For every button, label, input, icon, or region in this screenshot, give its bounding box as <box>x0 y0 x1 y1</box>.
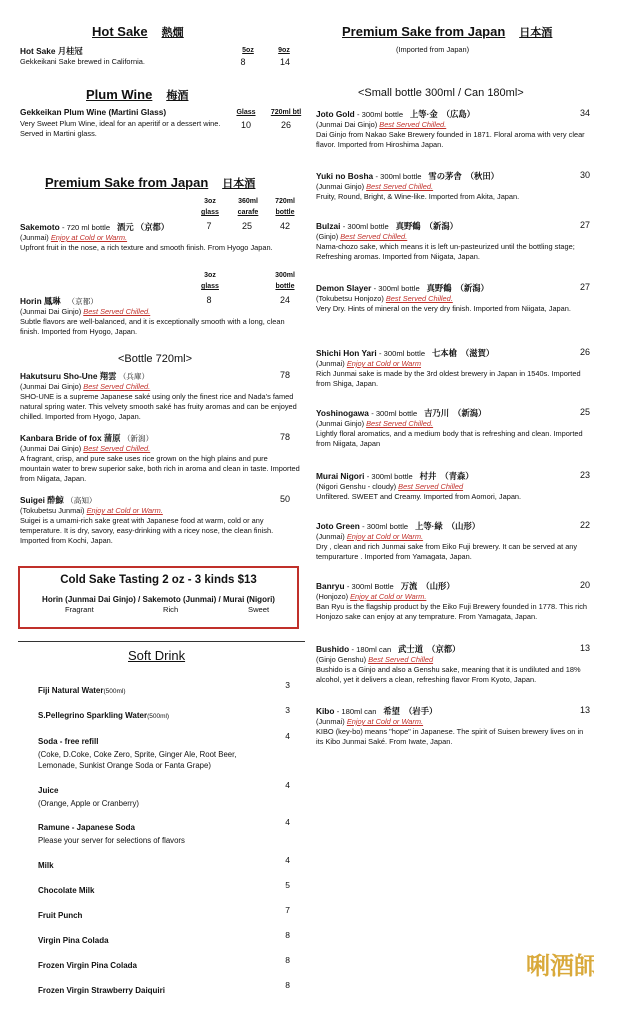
soft-drink-item: Juice 4 (Orange, Apple or Cranberry) <box>38 780 290 808</box>
hot-sake-item: Hot Sake 月桂冠 Gekkeikani Sake brewed in California. 5oz 9oz 8 14 <box>20 46 290 67</box>
cold-sake-tasting-box <box>18 566 299 629</box>
plum-wine-item: Gekkeikan Plum Wine (Martini Glass) Very Sweet Plum Wine, ideal for an aperitif or a dessert wine. Served in Martini glass. Glass 720ml btl 10 26 <box>20 107 302 138</box>
menu-item-sake: Banryu - 300ml Bottle 万流 （山形） (Honjozo) Enjoy at Cold or Warm. Ban Ryu is the flagship product by the Eiko Fuji Brewery founded in 1778. This rich Honjozo sake can enjoy at any temprature. From Yamagata, Japan. 20 <box>316 580 590 621</box>
menu-item-sake: Shichi Hon Yari - 300ml bottle 七本槍 （滋賀） (Junmai) Enjoy at Cold or Warm Rich Junmai sake is made by the 3rd oldest brewery in Japan in 1540s. Imported from Shiga, Japan. 26 <box>316 347 590 388</box>
col-header: 360ml carafe <box>237 198 259 216</box>
soft-drink-item: Fiji Natural Water(500ml) 3 <box>38 680 290 695</box>
menu-item-sake: Joto Green - 300ml bottle 上等·緑 （山形） (Junmai) Enjoy at Cold or Warm. Dry , clean and rich Junmai sake from Eiko Fuji brewery. It can be served at any tempurarture . Imported from Yamagata, Japan. 22 <box>316 520 590 561</box>
menu-item-sake: Bulzai - 300ml bottle 真野鶴 （新潟） (Ginjo) Best Served Chilled. Nama-chozo sake, which means it is left un-pasteurized until the bottling stage; Refreshing aromas. Imported from Niigata, Japan. 27 <box>316 220 590 261</box>
soft-drink-item: Frozen Virgin Pina Colada 8 <box>38 955 290 970</box>
menu-item-sake: Demon Slayer - 300ml bottle 真野鶴 （新潟） (Tokubetsu Honjozo) Best Served Chilled. Very Dry. Hints of mineral on the very dry finish. Imported from Niigata, Japan. 27 <box>316 282 590 313</box>
menu-item-sake: Joto Gold - 300ml bottle 上等·金 （広島） (Junmai Dai Ginjo) Best Served Chilled. Dai Ginjo from Nakao Sake Brewery founded in 1871. Floral aroma with very clear flavor. Imported from Hiroshima Japan. 34 <box>316 108 590 149</box>
soft-drink-item: Milk 4 <box>38 855 290 870</box>
menu-item-sake: Kibo - 180ml can 希望 （岩手） (Junmai) Enjoy at Cold or Warm. KIBO (key-bo) means "hope" in Japanese. The spirit of Suisen brewery lives on in its Kibo Junmai Saké. From Iwate, Japan. 13 <box>316 705 590 746</box>
premium-sake-heading-right: Premium Sake from Japan 日本酒 <box>342 24 553 39</box>
soft-drink-item: Ramune - Japanese Soda 4 Please your server for selections of flavors <box>38 817 290 845</box>
col-header: 3oz glass <box>201 272 219 290</box>
tasting-kinds: Horin (Junmai Dai Ginjo) / Sakemoto (Junmai) / Murai (Nigori) <box>42 595 275 604</box>
small-bottle-heading: <Small bottle 300ml / Can 180ml> <box>358 87 524 99</box>
hot-sake-heading: Hot Sake 熱燗 <box>92 24 184 39</box>
logo <box>524 946 594 989</box>
menu-item-suigei: Suigei 酔鯨 （高知） (Tokubetsu Junmai) Enjoy at Cold or Warm. Suigei is a umami-rich sake great with Japanese food at warm, cold or any temperature. It is dry, savory, easy-drinking with a ricey nose, the clean finish. Imported from Kochi, Japan. 50 <box>20 494 290 545</box>
menu-item-sake: Yuki no Bosha - 300ml bottle 雪の茅舎 （秋田） (Junmai Ginjo) Best Served Chilled. Fruity, Round, Bright, & Wine-like. Imported from Akita, Japan. 30 <box>316 170 590 201</box>
menu-item-sakemoto: Sakemoto - 720 ml bottle 酒元 （京都） (Junmai) Enjoy at Cold or Warm. Upfront fruit in the nose, a rich texture and smooth finish. From Hyogo Japan. 7 25 42 <box>20 221 290 252</box>
tasting-note: Fragrant <box>65 605 94 614</box>
imported-note: (Imported from Japan) <box>396 45 470 54</box>
col-header: 3oz glass <box>201 198 219 216</box>
tasting-note: Rich <box>163 605 179 614</box>
soft-drink-heading: Soft Drink <box>128 648 186 663</box>
soft-drink-item: Frozen Virgin Strawberry Daiquiri 8 <box>38 980 290 995</box>
menu-item-horin: Horin 鳳琳 （京都） (Junmai Dai Ginjo) Best Served Chilled. Subtle flavors are well-balanced, and it is exceptionally smooth with a long, clean finish. Imported from Hyogo, Japan. 8 24 <box>20 295 290 336</box>
menu-item-sake: Bushido - 180ml can 武士道 （京都） (Ginjo Genshu) Best Served Chilled Bushido is a Ginjo and also a Genshu sake, meaning that it is undiluted and 18% alcohol, yet it delivers a clean, refreshing flavor From Kyoto, Japan. 13 <box>316 643 590 684</box>
tasting-title: Cold Sake Tasting 2 oz - 3 kinds $13 <box>60 574 257 586</box>
soft-drink-item: Soda - free refill 4 (Coke, D.Coke, Coke Zero, Sprite, Ginger Ale, Root Beer, Lemonade, Sunkist Orange Soda or Fanta Grape) <box>38 731 290 770</box>
logo-mark <box>524 946 594 982</box>
menu-item-sake: Murai Nigori - 300ml bottle 村井 （青森） (Nigori Genshu - cloudy) Best Served Chilled Unfiltered. SWEET and Creamy. Imported from Aomori, Japan. 23 <box>316 470 590 501</box>
soft-drink-item: Chocolate Milk 5 <box>38 880 290 895</box>
soft-drink-item: Fruit Punch 7 <box>38 905 290 920</box>
col-header: 300ml bottle <box>275 272 295 290</box>
col-header: 720ml bottle <box>275 198 295 216</box>
bottle-720-heading: <Bottle 720ml> <box>118 353 192 365</box>
menu-item-sake: Yoshinogawa - 300ml bottle 吉乃川 （新潟） (Junmai Ginjo) Best Served Chilled. Lightly floral aromatics, and a medium body that is refreshing and clean. Imported from Niigata, Japan 25 <box>316 407 590 448</box>
tasting-note: Sweet <box>248 605 270 614</box>
soft-drink-item: S.Pellegrino Sparkling Water(500ml) 3 <box>38 705 290 720</box>
divider <box>18 641 305 642</box>
logo-text: 唎酒師 <box>526 951 594 980</box>
menu-item-hakutsuru: Hakutsuru Sho-Une 翔雲 （兵庫） (Junmai Dai Ginjo) Best Served Chilled. SHO-UNE is a supreme Japanese saké using only the finest rice and Nada's famed natural spring water. This velvety smooth saké has fruity aromas and can be enjoyed chilled. Imported from Hyogo, Japan. 78 <box>20 370 297 421</box>
soft-drink-item: Virgin Pina Colada 8 <box>38 930 290 945</box>
menu-item-kanbara: Kanbara Bride of fox 蒲原 （新潟） (Junmai Dai Ginjo) Best Served Chilled. A fragrant, crisp, and pure sake uses rice grown on the high plains and pure mountain water to brew superior sake, both rich in aroma and clean in taste. Imported from Niigata, Japan. 78 <box>20 432 300 483</box>
premium-sake-heading-left: Premium Sake from Japan 日本酒 <box>45 175 256 190</box>
plum-wine-heading: Plum Wine 梅酒 <box>86 87 189 102</box>
